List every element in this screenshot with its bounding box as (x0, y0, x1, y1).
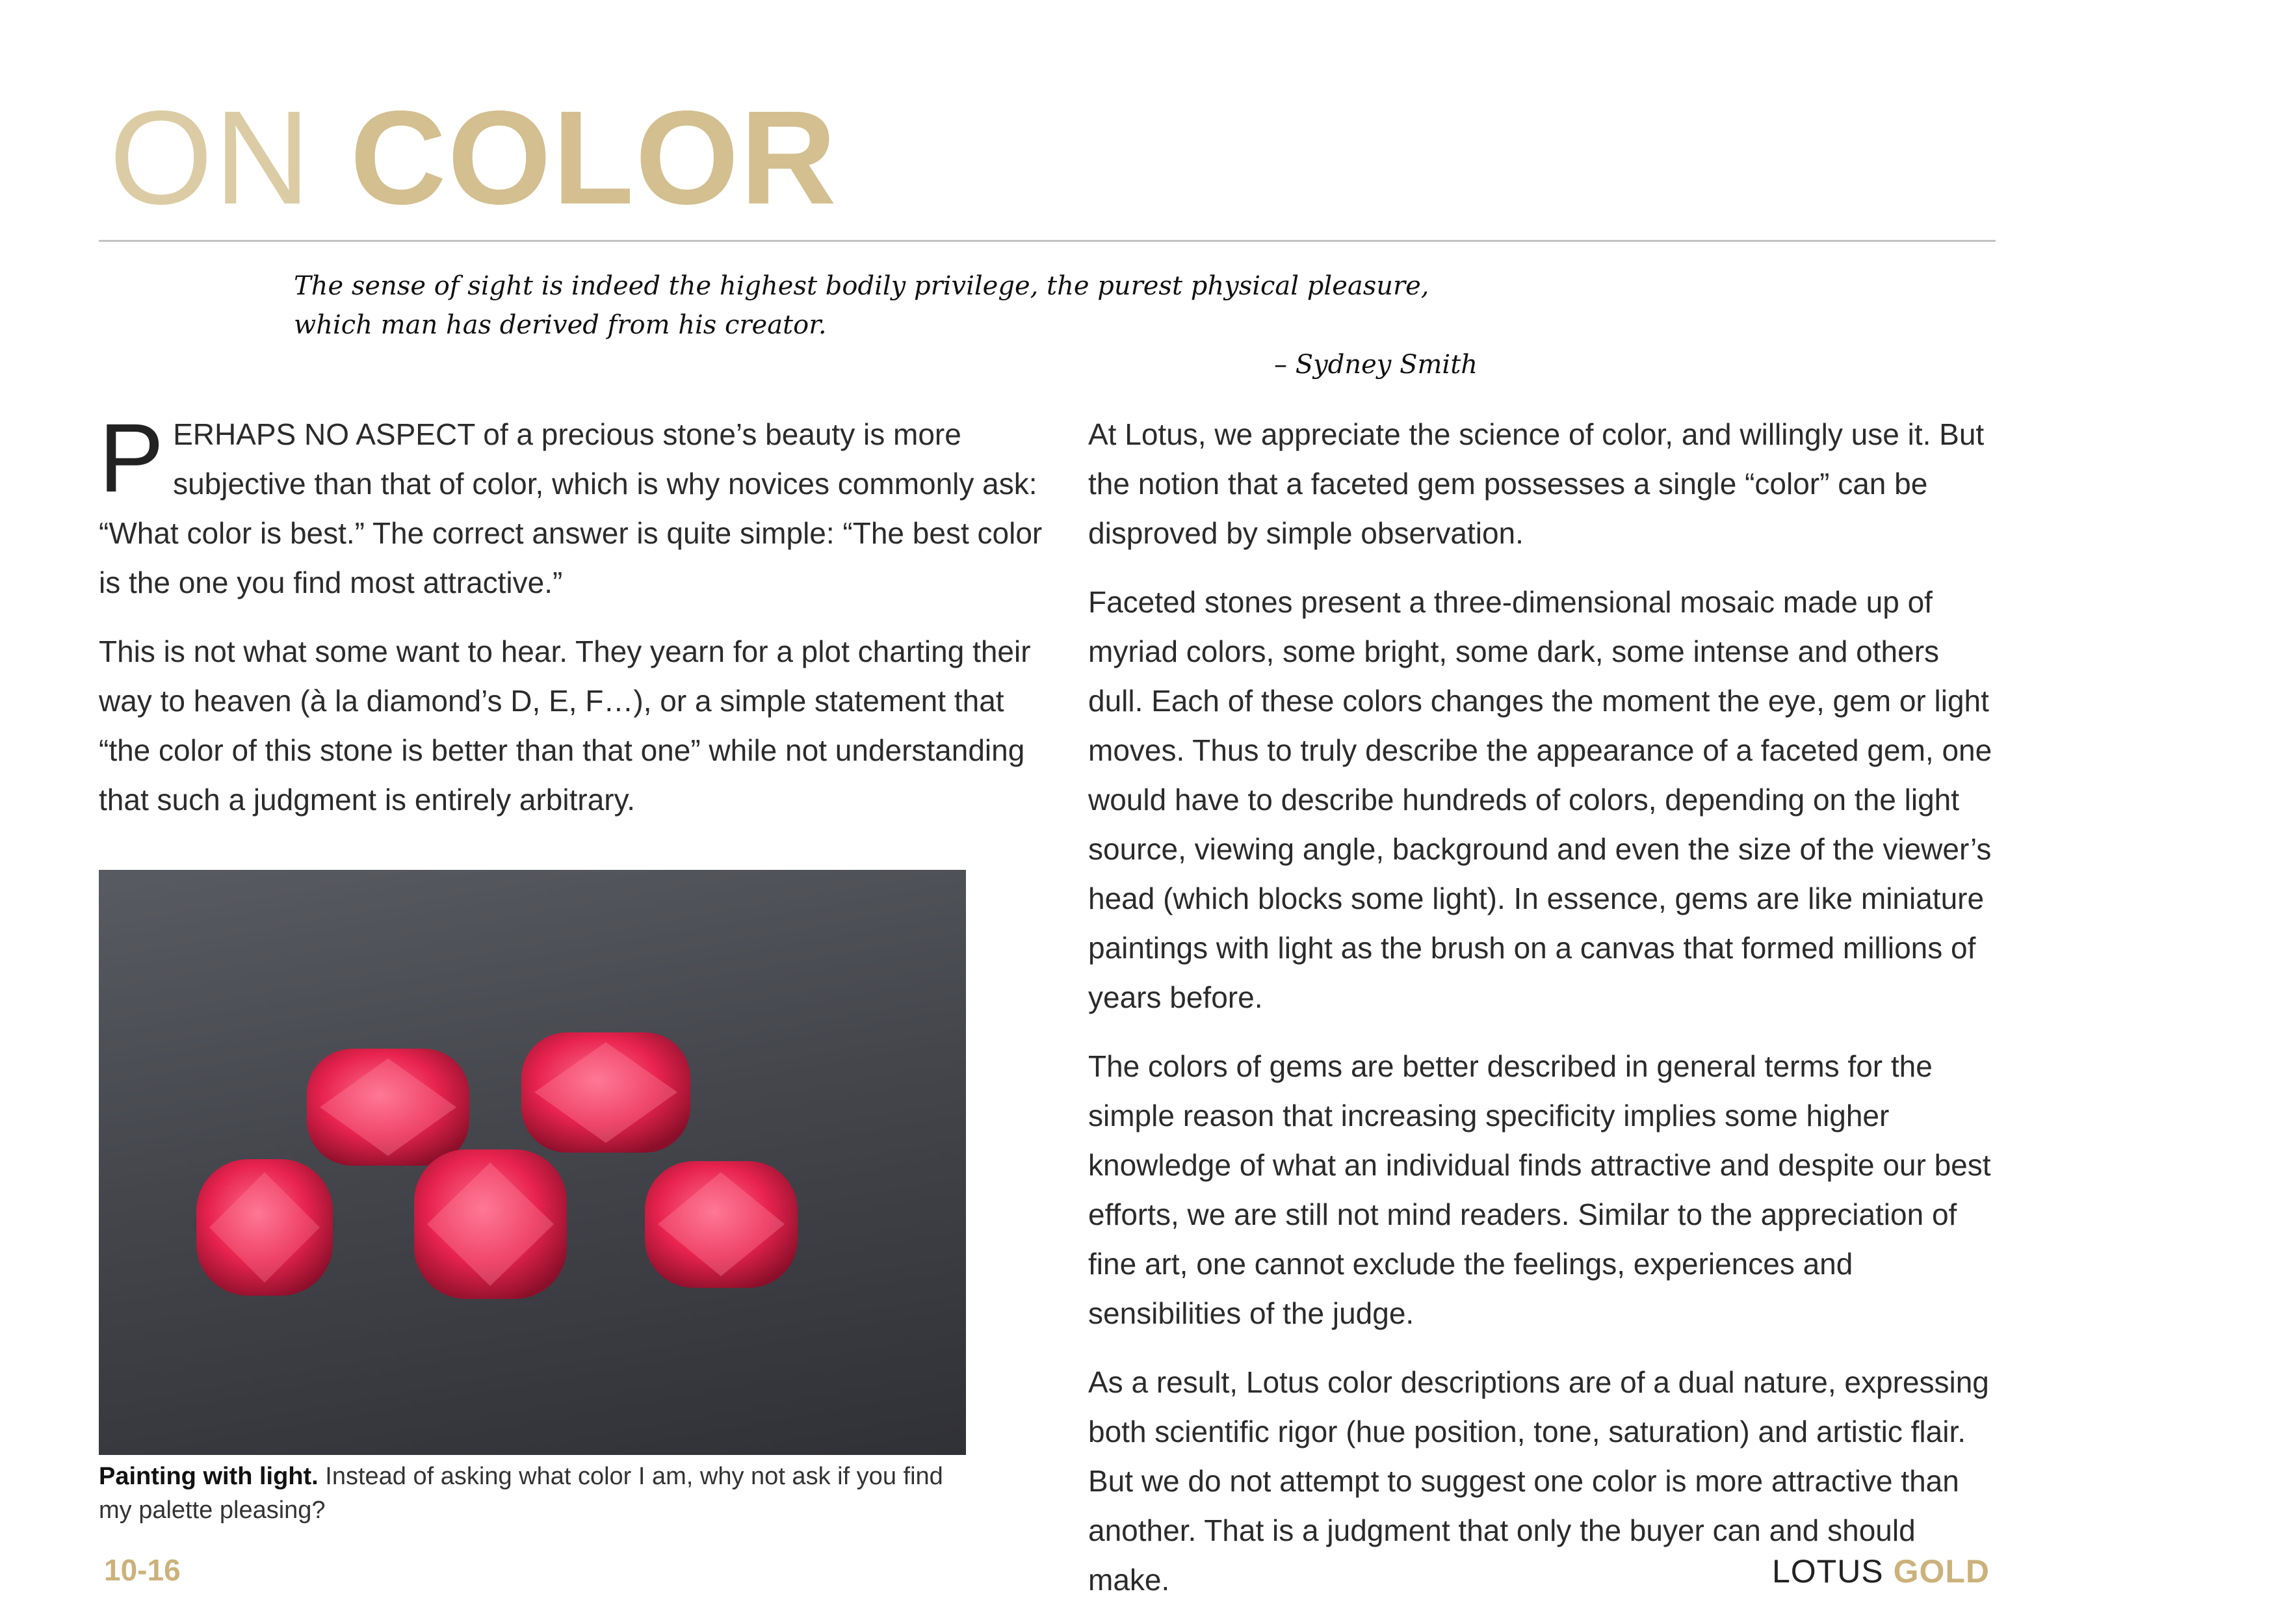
title-bold: COLOR (350, 83, 838, 232)
left-paragraph-2: This is not what some want to hear. They yearn for a plot charting their way to heaven (à la diamond’s D, E, F…), or a simple statement that “the color of this stone is better than that one” while not understanding that such a judgment is entirely arbitrary. (99, 635, 1031, 817)
gem-2 (521, 1032, 690, 1153)
page-number: 10-16 (104, 1553, 181, 1587)
title-divider (99, 240, 1996, 242)
gemstones-illustration (99, 870, 966, 1455)
photo-caption (99, 1460, 966, 1527)
gem-5 (645, 1161, 798, 1288)
left-column (99, 403, 1048, 844)
title-light: ON (109, 83, 312, 232)
gem-3 (196, 1159, 333, 1296)
page-title (109, 83, 838, 232)
left-paragraph-1-text: of a precious stone’s beauty is more subjective than that of color, which is why novices commonly ask: “What color is best.” The correct answer is quite simple: “The best color is the one you find most attractive.” (99, 417, 1043, 599)
drop-cap: P (99, 403, 164, 512)
right-paragraph-3: The colors of gems are better described in general terms for the simple reason that increasing specificity implies some higher knowledge of what an individual finds attractive and despite our best efforts, we are still not mind readers. Similar to the appreciation of fine art, one cannot exclude the feelings, experiences and sensibilities of the judge. (1088, 1049, 1991, 1330)
brand-lotus: LOTUS (1771, 1553, 1884, 1590)
left-paragraph-1 (99, 403, 1048, 607)
epigraph-quote: The sense of sight is indeed the highest bodily privilege, the purest physical pleasure, which man has derived from his creator. (294, 271, 1429, 340)
epigraph-attribution: – Sydney Smith (1274, 350, 1478, 380)
right-paragraph-1: At Lotus, we appreciate the science of color, and willingly use it. But the notion that a faceted gem possesses a single “color” can be disproved by simple observation. (1088, 417, 1985, 550)
caption-bold: Painting with light. (99, 1463, 319, 1490)
brand-gold: GOLD (1893, 1553, 1990, 1590)
gem-4 (414, 1149, 567, 1299)
right-paragraph-4: As a result, Lotus color descriptions are of a dual nature, expressing both scientific rigor (hue position, tone, saturation) and artistic flair. But we do not attempt to suggest one color is more attractive than another. That is a judgment that only the buyer can and should make. (1088, 1365, 1989, 1597)
brand-logo (1772, 1552, 1990, 1590)
lead-in-caps: ERHAPS NO ASPECT (173, 417, 475, 451)
gem-1 (307, 1049, 469, 1166)
right-column (1088, 410, 1998, 1624)
right-paragraph-2: Faceted stones present a three-dimensional mosaic made up of myriad colors, some bright, some dark, some intense and others dull. Each of these colors changes the moment the eye, gem or light moves. Thus to truly describe the appearance of a faceted gem, one would have to describe hundreds of colors, depending on the light source, viewing angle, background and even the size of the viewer’s head (which blocks some light). In essence, gems are like miniature paintings with light as the brush on a canvas that formed millions of years before. (1088, 585, 1992, 1014)
caption-text: Instead of asking what color I am, why not ask if you find my palette pleasing? (99, 1463, 943, 1524)
gemstones-photo (99, 870, 966, 1455)
